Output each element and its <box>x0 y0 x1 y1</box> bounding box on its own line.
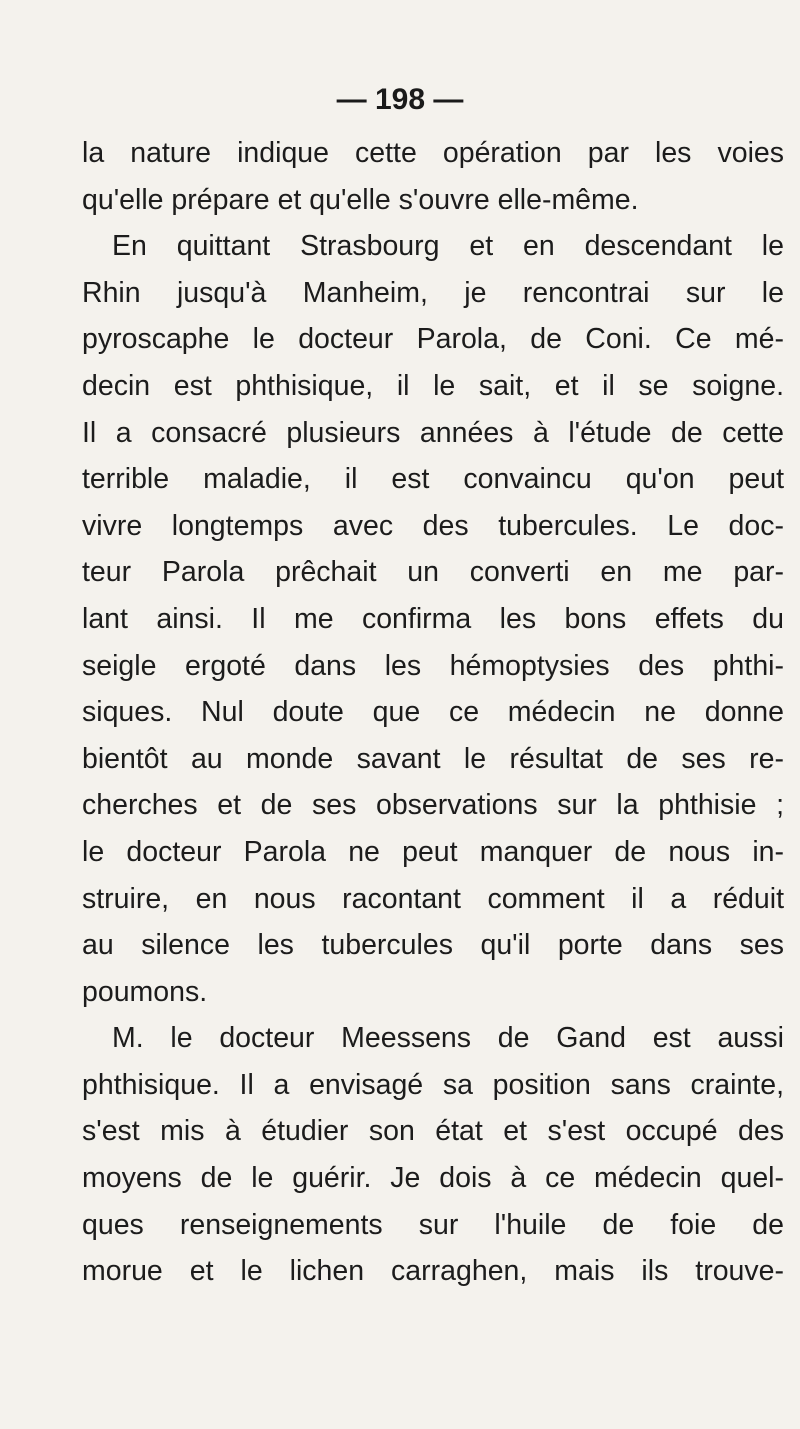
text-line: poumons. <box>82 975 208 1008</box>
text-line: moyens de le guérir. Je dois à ce médecin quel- <box>82 1162 784 1195</box>
body-text <box>82 130 784 1295</box>
text-line: pyroscaphe le docteur Parola, de Coni. Ce mé- <box>82 323 784 356</box>
text-line: cherches et de ses observations sur la phthisie ; <box>82 789 784 822</box>
text-line: Rhin jusqu'à Manheim, je rencontrai sur le <box>82 276 784 309</box>
text-line: teur Parola prêchait un converti en me par- <box>82 556 784 589</box>
text-line: morue et le lichen carraghen, mais ils trouve- <box>82 1255 784 1288</box>
text-line: En quittant Strasbourg et en descendant le <box>112 230 784 263</box>
text-line: Il a consacré plusieurs années à l'étude de cette <box>82 416 784 449</box>
text-line: M. le docteur Meessens de Gand est aussi <box>112 1022 784 1055</box>
text-line: ques renseignements sur l'huile de foie de <box>82 1208 784 1241</box>
text-line: seigle ergoté dans les hémoptysies des phthi- <box>82 649 784 682</box>
text-line: lant ainsi. Il me confirma les bons effets du <box>82 602 784 635</box>
text-line: struire, en nous racontant comment il a réduit <box>82 882 784 915</box>
text-line: vivre longtemps avec des tubercules. Le doc- <box>82 509 784 542</box>
page-number: — 198 — <box>336 83 464 116</box>
text-line: qu'elle prépare et qu'elle s'ouvre elle-même. <box>82 183 639 216</box>
text-line: phthisique. Il a envisagé sa position sans crainte, <box>82 1068 784 1101</box>
text-line: decin est phthisique, il le sait, et il se soigne. <box>82 369 784 402</box>
text-line: s'est mis à étudier son état et s'est occupé des <box>82 1115 784 1148</box>
text-line: au silence les tubercules qu'il porte dans ses <box>82 929 784 962</box>
text-line: bientôt au monde savant le résultat de ses re- <box>82 742 784 775</box>
text-line: le docteur Parola ne peut manquer de nous in- <box>82 835 784 868</box>
text-line: terrible maladie, il est convaincu qu'on peut <box>82 463 784 496</box>
text-line: la nature indique cette opération par les voies <box>82 137 784 169</box>
text-line: siques. Nul doute que ce médecin ne donne <box>82 696 784 729</box>
